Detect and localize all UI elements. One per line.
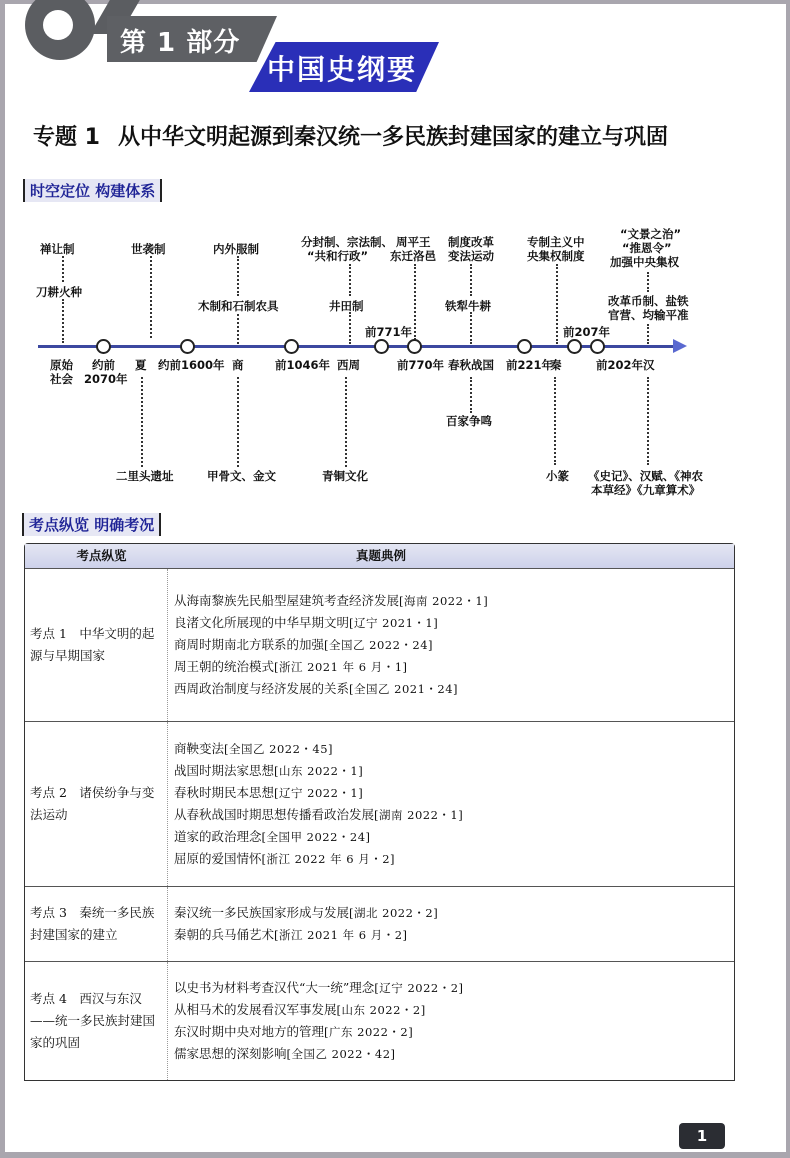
timeline-label: “推恩令” (622, 241, 672, 255)
example-source: [辽宁 2021・1] (349, 616, 439, 630)
example-source: [浙江 2022 年 6 月・2] (261, 852, 396, 866)
example-source: [辽宁 2022・2] (374, 981, 464, 995)
period-label: 西周 (337, 358, 360, 372)
example-source: [湖南 2022・1] (374, 808, 464, 822)
example-item (174, 977, 734, 999)
example-text: 商周时期南北方联系的加强 (174, 637, 325, 652)
table-header (25, 544, 734, 569)
timeline-node (567, 339, 582, 354)
timeline-label: 官营、均输平准 (608, 308, 689, 322)
arrow-right-icon (673, 339, 687, 353)
connector (349, 312, 351, 344)
connector (62, 256, 64, 282)
connector (345, 377, 347, 467)
timeline-label: 刀耕火种 (36, 285, 82, 299)
timeline-label: 专制主义中 (527, 235, 585, 249)
date-label: 前1046年 (275, 358, 331, 372)
period-label: 夏 (135, 358, 147, 372)
example-item (174, 634, 734, 656)
example-text: 儒家思想的深刻影响 (174, 1046, 287, 1061)
example-source: [浙江 2021 年 6 月・1] (274, 660, 408, 674)
example-source: [辽宁 2022・1] (274, 786, 364, 800)
example-text: 道家的政治理念 (174, 829, 262, 844)
example-item (174, 760, 734, 782)
topic-title-text: 从中华文明起源到秦汉统一多民族封建国家的建立与巩固 (117, 125, 668, 150)
column-header-topic: 考点纵览 (76, 548, 127, 563)
timeline-node (180, 339, 195, 354)
example-text: 战国时期法家思想 (174, 763, 275, 778)
example-source: [山东 2022・1] (274, 764, 364, 778)
exam-topic: 考点 2 诸侯纷争与变法运动 (25, 722, 168, 886)
connector (647, 377, 649, 465)
date-label: 2070年 (84, 372, 128, 386)
timeline-node (284, 339, 299, 354)
example-item (174, 1043, 734, 1065)
timeline-label: 世袭制 (131, 242, 166, 256)
example-item (174, 738, 734, 760)
connector (554, 377, 556, 465)
period-label: 原始 (50, 358, 73, 372)
period-label: 社会 (50, 372, 73, 386)
example-item (174, 826, 734, 848)
timeline-node (96, 339, 111, 354)
period-label: 商 (232, 358, 244, 372)
timeline-label: 铁犁牛耕 (445, 299, 491, 313)
connector (647, 272, 649, 292)
connector (141, 377, 143, 467)
exam-overview-table (24, 543, 735, 1081)
example-text: 良渚文化所展现的中华早期文明 (174, 615, 350, 630)
example-list (168, 887, 734, 961)
example-text: 春秋时期民本思想 (174, 785, 275, 800)
timeline-label: 井田制 (329, 299, 364, 313)
section-heading-exam: 考点纵览 明确考况 (22, 513, 161, 536)
period-label: 春秋战国 (448, 358, 494, 372)
example-source: [山东 2022・2] (336, 1003, 426, 1017)
timeline-label: 周平王 (396, 235, 431, 249)
example-item (174, 656, 734, 678)
example-text: 秦汉统一多民族国家形成与发展 (174, 905, 350, 920)
example-item (174, 848, 734, 870)
example-item (174, 782, 734, 804)
connector (237, 256, 239, 296)
connector (349, 264, 351, 296)
example-text: 西周政治制度与经济发展的关系 (174, 681, 350, 696)
example-source: [湖北 2022・2] (349, 906, 439, 920)
culture-label: 百家争鸣 (446, 414, 492, 428)
timeline-node (517, 339, 532, 354)
exam-topic: 考点 3 秦统一多民族封建国家的建立 (25, 887, 168, 961)
part-label: 第 1 部分 (120, 28, 241, 58)
timeline-label: 东迁洛邑 (390, 249, 436, 263)
timeline-label: “共和行政” (307, 249, 369, 263)
connector (470, 377, 472, 413)
example-item (174, 999, 734, 1021)
part-title: 中国史纲要 (267, 53, 418, 86)
connector (470, 264, 472, 296)
example-text: 从春秋战国时期思想传播看政治发展 (174, 807, 375, 822)
connector (237, 314, 239, 344)
example-item (174, 804, 734, 826)
exam-topic: 考点 1 中华文明的起源与早期国家 (25, 569, 168, 721)
table-row (25, 722, 734, 887)
topic-number: 专题 1 (33, 125, 100, 150)
example-text: 东汉时期中央对地方的管理 (174, 1024, 325, 1039)
period-label: 秦 (550, 358, 562, 372)
example-source: [全国甲 2022・24] (261, 830, 371, 844)
timeline-label: 禅让制 (40, 242, 75, 256)
connector (647, 324, 649, 344)
connector (556, 264, 558, 344)
section-heading-timeline: 时空定位 构建体系 (23, 179, 162, 202)
example-item (174, 678, 734, 700)
culture-label: 《史记》、汉赋、《神农 (588, 469, 703, 483)
example-source: [全国乙 2022・24] (324, 638, 434, 652)
table-row (25, 962, 734, 1080)
timeline-node (407, 339, 422, 354)
timeline-label: 加强中央集权 (610, 255, 679, 269)
example-text: 商鞅变法 (174, 741, 225, 756)
timeline-label: 改革币制、盐铁 (608, 294, 689, 308)
example-item (174, 1021, 734, 1043)
page-number: 1 (679, 1123, 725, 1149)
exam-topic: 考点 4 西汉与东汉——统一多民族封建国家的巩固 (25, 962, 168, 1080)
period-label: 汉 (643, 358, 655, 372)
example-text: 屈原的爱国情怀 (174, 851, 262, 866)
culture-label: 二里头遗址 (116, 469, 174, 483)
connector (150, 256, 152, 338)
example-item (174, 590, 734, 612)
timeline-label: 木制和石制农具 (198, 299, 279, 313)
timeline-diagram (5, 4, 786, 524)
culture-label: 小篆 (546, 469, 569, 483)
example-source: [全国乙 2021・24] (349, 682, 459, 696)
connector (470, 312, 472, 344)
culture-label: 甲骨文、金文 (207, 469, 276, 483)
timeline-label: 分封制、宗法制、 (301, 235, 393, 249)
example-text: 从相马术的发展看汉军事发展 (174, 1002, 337, 1017)
timeline-node (374, 339, 389, 354)
timeline-label: 制度改革 (448, 235, 494, 249)
example-item (174, 612, 734, 634)
date-label: 前770年 (397, 358, 445, 372)
example-list (168, 722, 734, 886)
column-header-examples: 真题典例 (355, 548, 406, 563)
example-text: 以史书为材料考查汉代“大一统”理念 (174, 980, 375, 995)
date-label: 前771年 (365, 325, 413, 339)
connector (237, 377, 239, 467)
timeline-label: 央集权制度 (527, 249, 585, 263)
date-label: 前202年 (596, 358, 644, 372)
example-source: [广东 2022・2] (324, 1025, 414, 1039)
timeline-label: 内外服制 (213, 242, 259, 256)
date-label: 前207年 (563, 325, 611, 339)
example-source: [全国乙 2022・42] (286, 1047, 396, 1061)
example-source: [全国乙 2022・45] (224, 742, 334, 756)
date-label: 前221年 (506, 358, 554, 372)
example-source: [海南 2022・1] (399, 594, 489, 608)
example-item (174, 902, 734, 924)
date-label: 约前1600年 (158, 358, 225, 372)
example-list (168, 569, 734, 721)
example-source: [浙江 2021 年 6 月・2] (274, 928, 408, 942)
table-row (25, 569, 734, 722)
culture-label: 青铜文化 (322, 469, 368, 483)
textbook-page (5, 4, 786, 1152)
example-text: 从海南黎族先民船型屋建筑考查经济发展 (174, 593, 400, 608)
example-list (168, 962, 734, 1080)
example-text: 秦朝的兵马俑艺术 (174, 927, 275, 942)
culture-label: 本草经》《九章算术》 (591, 483, 701, 497)
date-label: 约前 (92, 358, 115, 372)
example-item (174, 924, 734, 946)
connector (62, 299, 64, 343)
timeline-label: “文景之治” (620, 227, 682, 241)
timeline-label: 变法运动 (448, 249, 494, 263)
connector (414, 264, 416, 340)
table-row (25, 887, 734, 962)
timeline-axis (38, 345, 678, 348)
timeline-node (590, 339, 605, 354)
example-text: 周王朝的统治模式 (174, 659, 275, 674)
